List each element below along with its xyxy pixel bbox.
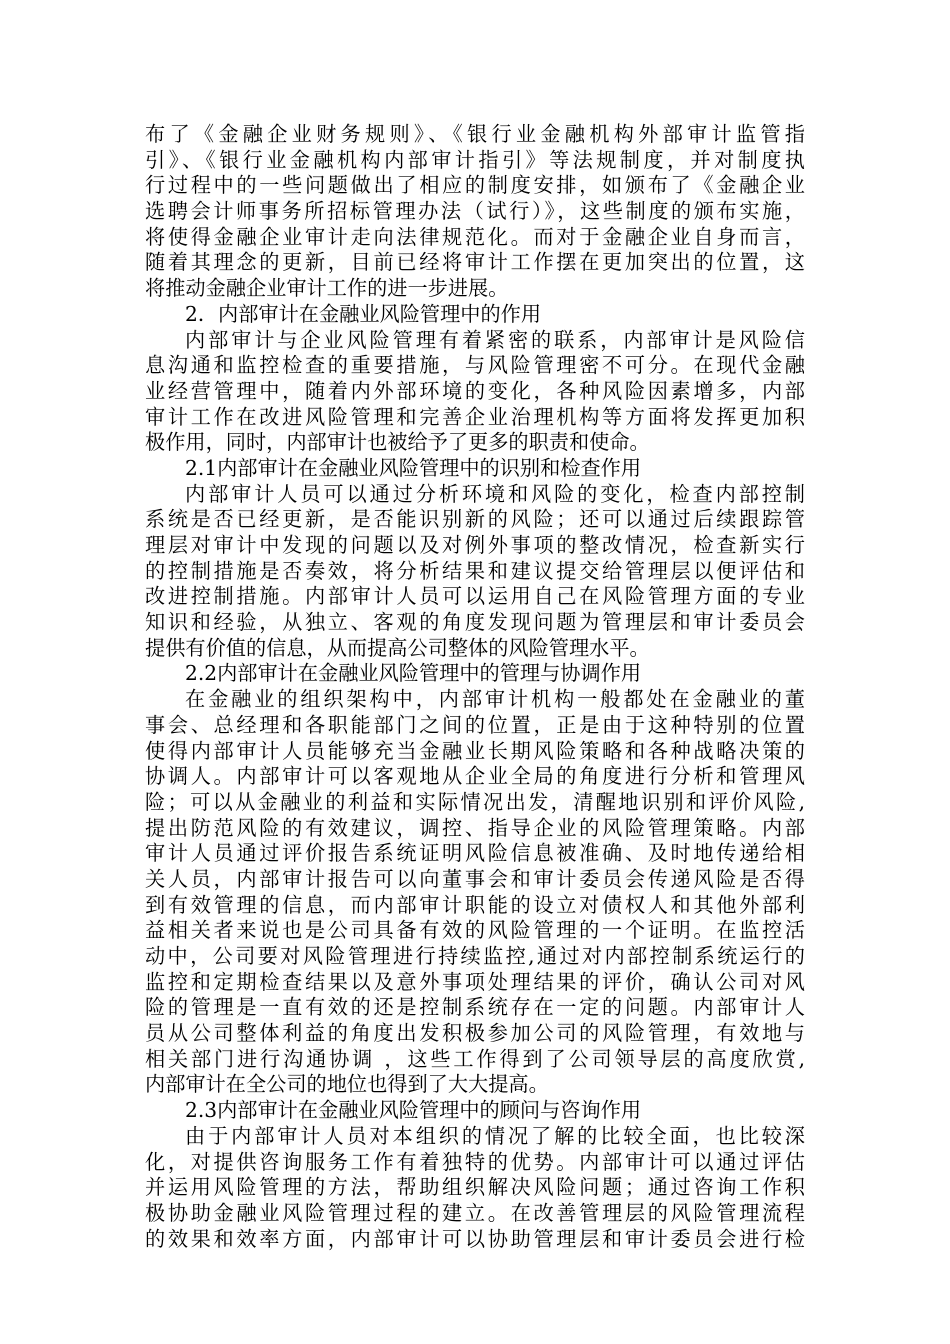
- text-line: 随着其理念的更新，目前已经将审计工作摆在更加突出的位置，这: [145, 250, 805, 275]
- text-line: 使得内部审计人员能够充当金融业长期风险策略和各种战略决策的: [145, 738, 805, 763]
- text-line: 事会、总经理和各职能部门之间的位置，正是由于这种特别的位置: [145, 712, 805, 737]
- text-line: 理层对审计中发现的问题以及对例外事项的整改情况，检查新实行: [145, 533, 805, 557]
- text-line: 员从公司整体利益的角度出发积极参加公司的风险管理，有效地与: [145, 1021, 805, 1046]
- text-line: 审计工作在改进风险管理和完善企业治理机构等方面将发挥更加积: [145, 404, 805, 429]
- text-line: 行过程中的一些问题做出了相应的制度安排，如颁布了《金融企业: [145, 173, 805, 198]
- text-line: 到有效管理的信息，而内部审计职能的设立对债权人和其他外部利: [145, 892, 805, 917]
- text-line: 引》、《银行业金融机构内部审计指引》等法规制度，并对制度执: [145, 147, 805, 172]
- text-line: 化，对提供咨询服务工作有着独特的优势。内部审计可以通过评估: [145, 1149, 805, 1174]
- text-line: 协调人。内部审计可以客观地从企业全局的角度进行分析和管理风: [145, 764, 805, 789]
- text-line: 险的管理是一直有效的还是控制系统存在一定的问题。内部审计人: [145, 995, 805, 1020]
- section-heading: 2.1内部审计在金融业风险管理中的识别和检查作用: [185, 455, 642, 480]
- text-line: 内部审计在全公司的地位也得到了大大提高。: [145, 1072, 549, 1097]
- text-line: 息沟通和监控检查的重要措施，与风险管理密不可分。在现代金融: [145, 353, 805, 378]
- text-line: 在金融业的组织架构中，内部审计机构一般都处在金融业的董: [185, 687, 805, 712]
- text-line: 监控和定期检查结果以及意外事项处理结果的评价，确认公司对风: [145, 969, 805, 994]
- text-line: 的控制措施是否奏效，将分析结果和建议提交给管理层以便评估和: [145, 558, 805, 583]
- text-line: 内部审计人员可以通过分析环境和风险的变化，检查内部控制: [185, 481, 805, 506]
- text-line: 关人员，内部审计报告可以向董事会和审计委员会传递风险是否得: [145, 866, 805, 891]
- text-line: 将推动金融企业审计工作的进一步进展。: [145, 276, 509, 301]
- text-line: 改进控制措施。内部审计人员可以运用自己在风险管理方面的专业: [145, 584, 805, 609]
- text-line: 知识和经验，从独立、客观的角度发现问题为管理层和审计委员会: [145, 610, 805, 635]
- text-line: 并运用风险管理的方法，帮助组织解决风险问题；通过咨询工作积: [145, 1175, 805, 1200]
- text-line: 险；可以从金融业的利益和实际情况出发，清醒地识别和评价风险,: [145, 789, 805, 814]
- text-line: 极作用，同时，内部审计也被给予了更多的职责和使命。: [145, 430, 650, 455]
- text-line: 相关部门进行沟通协调 ，这些工作得到了公司领导层的高度欣赏,: [145, 1046, 805, 1071]
- text-line: 益相关者来说也是公司具备有效的风险管理的一个证明。在监控活: [145, 918, 805, 943]
- text-line: 审计人员通过评价报告系统证明风险信息被准确、及时地传递给相: [145, 841, 805, 866]
- text-line: 将使得金融企业审计走向法律规范化。而对于金融企业自身而言，: [145, 224, 805, 249]
- text-line: 提出防范风险的有效建议，调控、指导企业的风险管理策略。内部: [145, 815, 805, 840]
- text-line: 极协助金融业风险管理过程的建立。在改善管理层的风险管理流程: [145, 1200, 805, 1225]
- text-line: 业经营管理中，随着内外部环境的变化，各种风险因素增多，内部: [145, 378, 805, 403]
- text-line: 布了《金融企业财务规则》、《银行业金融机构外部审计监管指: [145, 122, 805, 146]
- text-line: 系统是否已经更新，是否能识别新的风险；还可以通过后续跟踪管: [145, 507, 805, 532]
- text-line: 的效果和效率方面，内部审计可以协助管理层和审计委员会进行检: [145, 1226, 805, 1251]
- text-line: 内部审计与企业风险管理有着紧密的联系，内部审计是风险信: [185, 327, 805, 352]
- section-heading: 2.2内部审计在金融业风险管理中的管理与协调作用: [185, 661, 642, 686]
- section-heading: 2.3内部审计在金融业风险管理中的顾问与咨询作用: [185, 1098, 642, 1123]
- text-line: 由于内部审计人员对本组织的情况了解的比较全面，也比较深: [185, 1123, 805, 1148]
- text-line: 提供有价值的信息，从而提高公司整体的风险管理水平。: [145, 635, 650, 660]
- section-heading: 2．内部审计在金融业风险管理中的作用: [185, 301, 542, 326]
- text-line: 动中，公司要对风险管理进行持续监控,通过对内部控制系统运行的: [145, 944, 805, 968]
- text-line: 选聘会计师事务所招标管理办法（试行）》，这些制度的颁布实施，: [145, 199, 805, 224]
- document-page: [145, 122, 805, 1252]
